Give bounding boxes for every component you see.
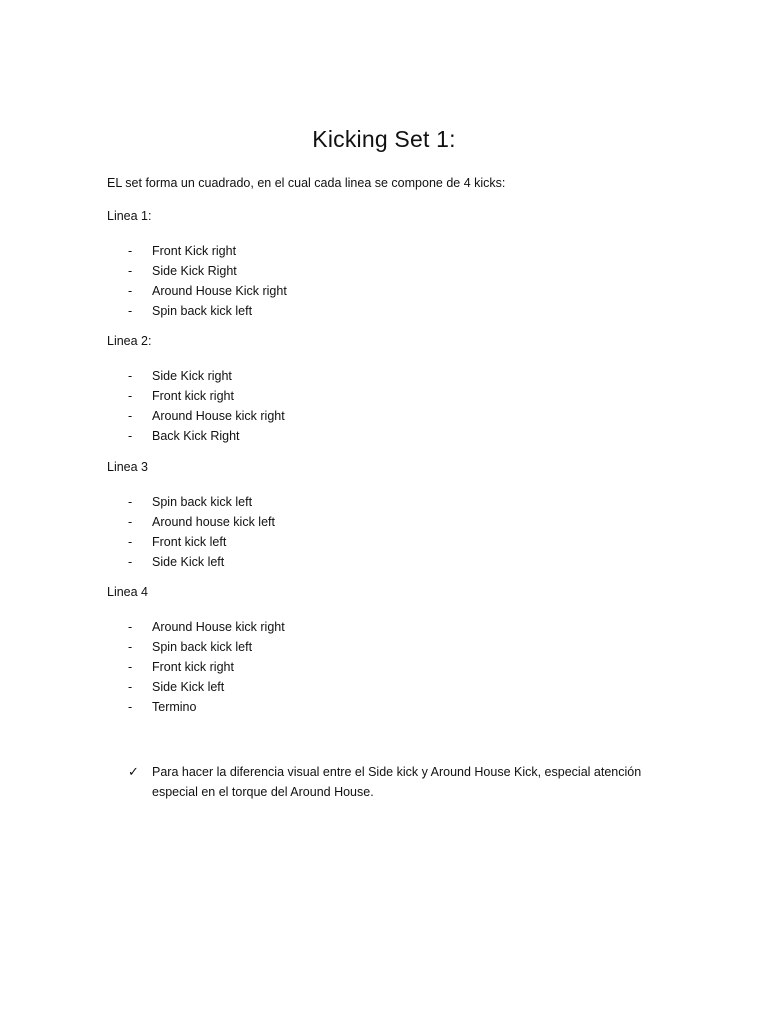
check-note bbox=[128, 762, 648, 802]
kick-label: Around House kick right bbox=[152, 409, 285, 423]
kick-label: Side Kick Right bbox=[152, 264, 237, 278]
kick-list bbox=[107, 617, 285, 717]
kick-label: Side Kick left bbox=[152, 555, 225, 569]
dash-bullet: - bbox=[128, 515, 133, 529]
dash-bullet: - bbox=[128, 304, 133, 318]
kick-list bbox=[107, 492, 275, 572]
kick-label: Around House Kick right bbox=[152, 284, 287, 298]
section-linea-2 bbox=[107, 333, 285, 443]
list-item bbox=[107, 281, 287, 301]
intro-text: EL set forma un cuadrado, en el cual cada linea se compone de 4 kicks: bbox=[107, 176, 506, 190]
section-heading: Linea 4 bbox=[107, 585, 149, 599]
kick-label: Around house kick left bbox=[152, 515, 275, 529]
list-item bbox=[107, 426, 240, 446]
kick-label: Front kick right bbox=[152, 660, 234, 674]
section-heading: Linea 1: bbox=[107, 209, 152, 223]
kick-label: Termino bbox=[152, 700, 197, 714]
dash-bullet: - bbox=[128, 555, 133, 569]
list-item bbox=[107, 386, 234, 406]
list-item bbox=[107, 697, 197, 717]
list-item bbox=[107, 512, 275, 532]
kick-label: Spin back kick left bbox=[152, 304, 253, 318]
section-heading: Linea 3 bbox=[107, 460, 149, 474]
kick-label: Side Kick left bbox=[152, 680, 225, 694]
dash-bullet: - bbox=[128, 409, 133, 423]
dash-bullet: - bbox=[128, 244, 133, 258]
kick-label: Spin back kick left bbox=[152, 495, 253, 509]
list-item bbox=[107, 617, 285, 637]
dash-bullet: - bbox=[128, 389, 133, 403]
dash-bullet: - bbox=[128, 284, 133, 298]
kick-label: Around House kick right bbox=[152, 620, 285, 634]
kick-label: Front kick right bbox=[152, 389, 234, 403]
kick-label: Side Kick right bbox=[152, 369, 232, 383]
check-icon: ✓ bbox=[128, 764, 139, 779]
dash-bullet: - bbox=[128, 700, 133, 714]
section-linea-4 bbox=[107, 584, 285, 714]
list-item bbox=[107, 241, 237, 261]
dash-bullet: - bbox=[128, 535, 133, 549]
dash-bullet: - bbox=[128, 264, 133, 278]
list-item bbox=[107, 657, 234, 677]
kick-label: Back Kick Right bbox=[152, 429, 240, 443]
kick-label: Front Kick right bbox=[152, 244, 237, 258]
dash-bullet: - bbox=[128, 680, 133, 694]
list-item bbox=[107, 637, 253, 657]
kick-label: Spin back kick left bbox=[152, 640, 253, 654]
section-linea-3 bbox=[107, 459, 275, 569]
kick-label: Front kick left bbox=[152, 535, 227, 549]
list-item bbox=[107, 366, 232, 386]
dash-bullet: - bbox=[128, 369, 133, 383]
list-item bbox=[107, 532, 227, 552]
list-item bbox=[107, 677, 225, 697]
note-text: Para hacer la diferencia visual entre el Side kick y Around House Kick, especial atención especial en el torque del Around House. bbox=[152, 765, 642, 799]
document-title: Kicking Set 1: bbox=[312, 126, 456, 152]
list-item bbox=[107, 406, 285, 426]
dash-bullet: - bbox=[128, 640, 133, 654]
list-item bbox=[107, 492, 253, 512]
section-heading: Linea 2: bbox=[107, 334, 152, 348]
dash-bullet: - bbox=[128, 429, 133, 443]
kick-list bbox=[107, 366, 285, 446]
kick-list bbox=[107, 241, 287, 321]
list-item bbox=[107, 261, 237, 281]
dash-bullet: - bbox=[128, 660, 133, 674]
section-linea-1 bbox=[107, 208, 287, 318]
dash-bullet: - bbox=[128, 495, 133, 509]
list-item bbox=[107, 552, 225, 572]
dash-bullet: - bbox=[128, 620, 133, 634]
list-item bbox=[107, 301, 253, 321]
